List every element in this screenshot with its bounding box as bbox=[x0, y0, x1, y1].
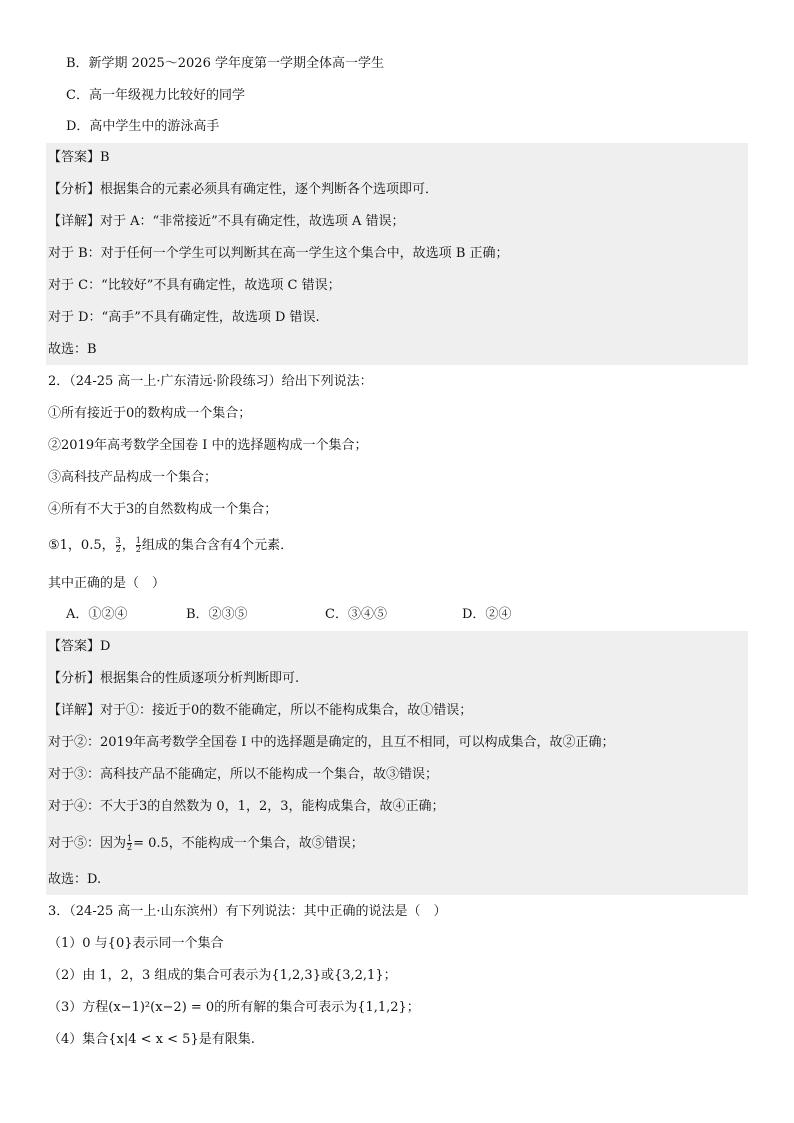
q2-detail-5-fraction bbox=[127, 835, 132, 852]
q2-detail-5 bbox=[48, 834, 364, 854]
q2-item-5: ⑤1，0.5， $\frac{3}{2}$ ， $\frac{1}{2}$ 组成的集合含有4个元素． bbox=[48, 536, 294, 554]
q2-item-2: ②2019年高考数学全国卷 I 中的选择题构成一个集合； bbox=[48, 438, 368, 453]
q1-conclusion: 故选：B bbox=[48, 342, 97, 357]
q2-choice-a: A．①②④ bbox=[66, 607, 128, 622]
q2-question: 其中正确的是（ ） bbox=[48, 576, 166, 591]
q2-detail-1: 【详解】对于①：接近于0的数不能确定，所以不能构成集合，故①错误； bbox=[48, 703, 473, 718]
fraction-denominator: 2 bbox=[135, 545, 141, 554]
q2-answer: 【答案】D bbox=[48, 639, 111, 654]
q2-item-5-prefix: ⑤1，0.5， bbox=[48, 538, 115, 553]
q2-item-5-fraction-2 bbox=[136, 537, 141, 554]
q1-detail-b: 对于 B：对于任何一个学生可以判断其在高一学生这个集合中，故选项 B 正确； bbox=[48, 246, 509, 261]
fraction-denominator: 2 bbox=[115, 545, 121, 554]
q2-choice-d: D．②④ bbox=[462, 607, 512, 622]
fraction-denominator: 2 bbox=[127, 843, 133, 852]
q2-item-5-fraction-1 bbox=[116, 537, 121, 554]
q2-item-1: ①所有接近于0的数构成一个集合； bbox=[48, 406, 252, 421]
q1-option-c: C．高一年级视力比较好的同学 bbox=[66, 88, 245, 103]
q2-choice-b: B．②③⑤ bbox=[186, 607, 248, 622]
q2-item-3: ③高科技产品构成一个集合； bbox=[48, 470, 218, 485]
q1-answer: 【答案】B bbox=[48, 150, 110, 165]
q2-detail-2: 对于②：2019年高考数学全国卷 I 中的选择题是确定的，且互不相同，可以构成集合，故②正确； bbox=[48, 735, 615, 750]
q2-conclusion: 故选：D. bbox=[48, 872, 102, 887]
q2-stem: 2．（24-25 高一上·广东清远·阶段练习）给出下列说法： bbox=[48, 374, 373, 389]
q1-option-d: D．高中学生中的游泳高手 bbox=[66, 119, 220, 134]
q2-detail-5-prefix: 对于⑤：因为 bbox=[48, 836, 127, 851]
q3-stem: 3．（24-25 高一上·山东滨州）有下列说法：其中正确的说法是（ ） bbox=[48, 904, 447, 919]
q2-detail-4: 对于④：不大于3的自然数为 0，1，2，3，能构成集合，故④正确； bbox=[48, 799, 445, 814]
q1-detail-c: 对于 C：“比较好”不具有确定性，故选项 C 错误； bbox=[48, 278, 341, 293]
q1-detail-d: 对于 D：“高手”不具有确定性，故选项 D 错误. bbox=[48, 310, 320, 325]
q1-analysis: 【分析】根据集合的元素必须具有确定性，逐个判断各个选项即可． bbox=[48, 182, 439, 197]
q2-detail-5-suffix: = 0.5，不能构成一个集合，故⑤错误； bbox=[133, 836, 364, 851]
q3-item-3: （3）方程(x−1)²(x−2) = 0的所有解的集合可表示为{1,1,2}； bbox=[48, 1000, 420, 1015]
fraction-numerator: 3 bbox=[115, 536, 121, 545]
q3-item-2: （2）由 1，2，3 组成的集合可表示为{1,2,3}或{3,2,1}； bbox=[48, 968, 397, 983]
q2-item-4: ④所有不大于3的自然数构成一个集合； bbox=[48, 502, 278, 517]
fraction-numerator: 1 bbox=[127, 834, 133, 843]
q1-option-b: B．新学期 2025～2026 学年度第一学期全体高一学生 bbox=[66, 56, 384, 71]
q3-item-4: （4）集合{x|4 < x < 5}是有限集. bbox=[48, 1032, 255, 1047]
q2-analysis: 【分析】根据集合的性质逐项分析判断即可. bbox=[48, 671, 300, 686]
fraction-numerator: 1 bbox=[135, 536, 141, 545]
q2-item-5-suffix: 组成的集合含有4个元素． bbox=[141, 538, 294, 553]
q1-detail-a: 【详解】对于 A：“非常接近”不具有确定性，故选项 A 错误； bbox=[48, 214, 405, 229]
q3-item-1: （1）0 与{0}表示同一个集合 bbox=[48, 936, 224, 951]
q2-detail-3: 对于③：高科技产品不能确定，所以不能构成一个集合，故③错误； bbox=[48, 767, 439, 782]
q2-choice-c: C．③④⑤ bbox=[325, 607, 387, 622]
